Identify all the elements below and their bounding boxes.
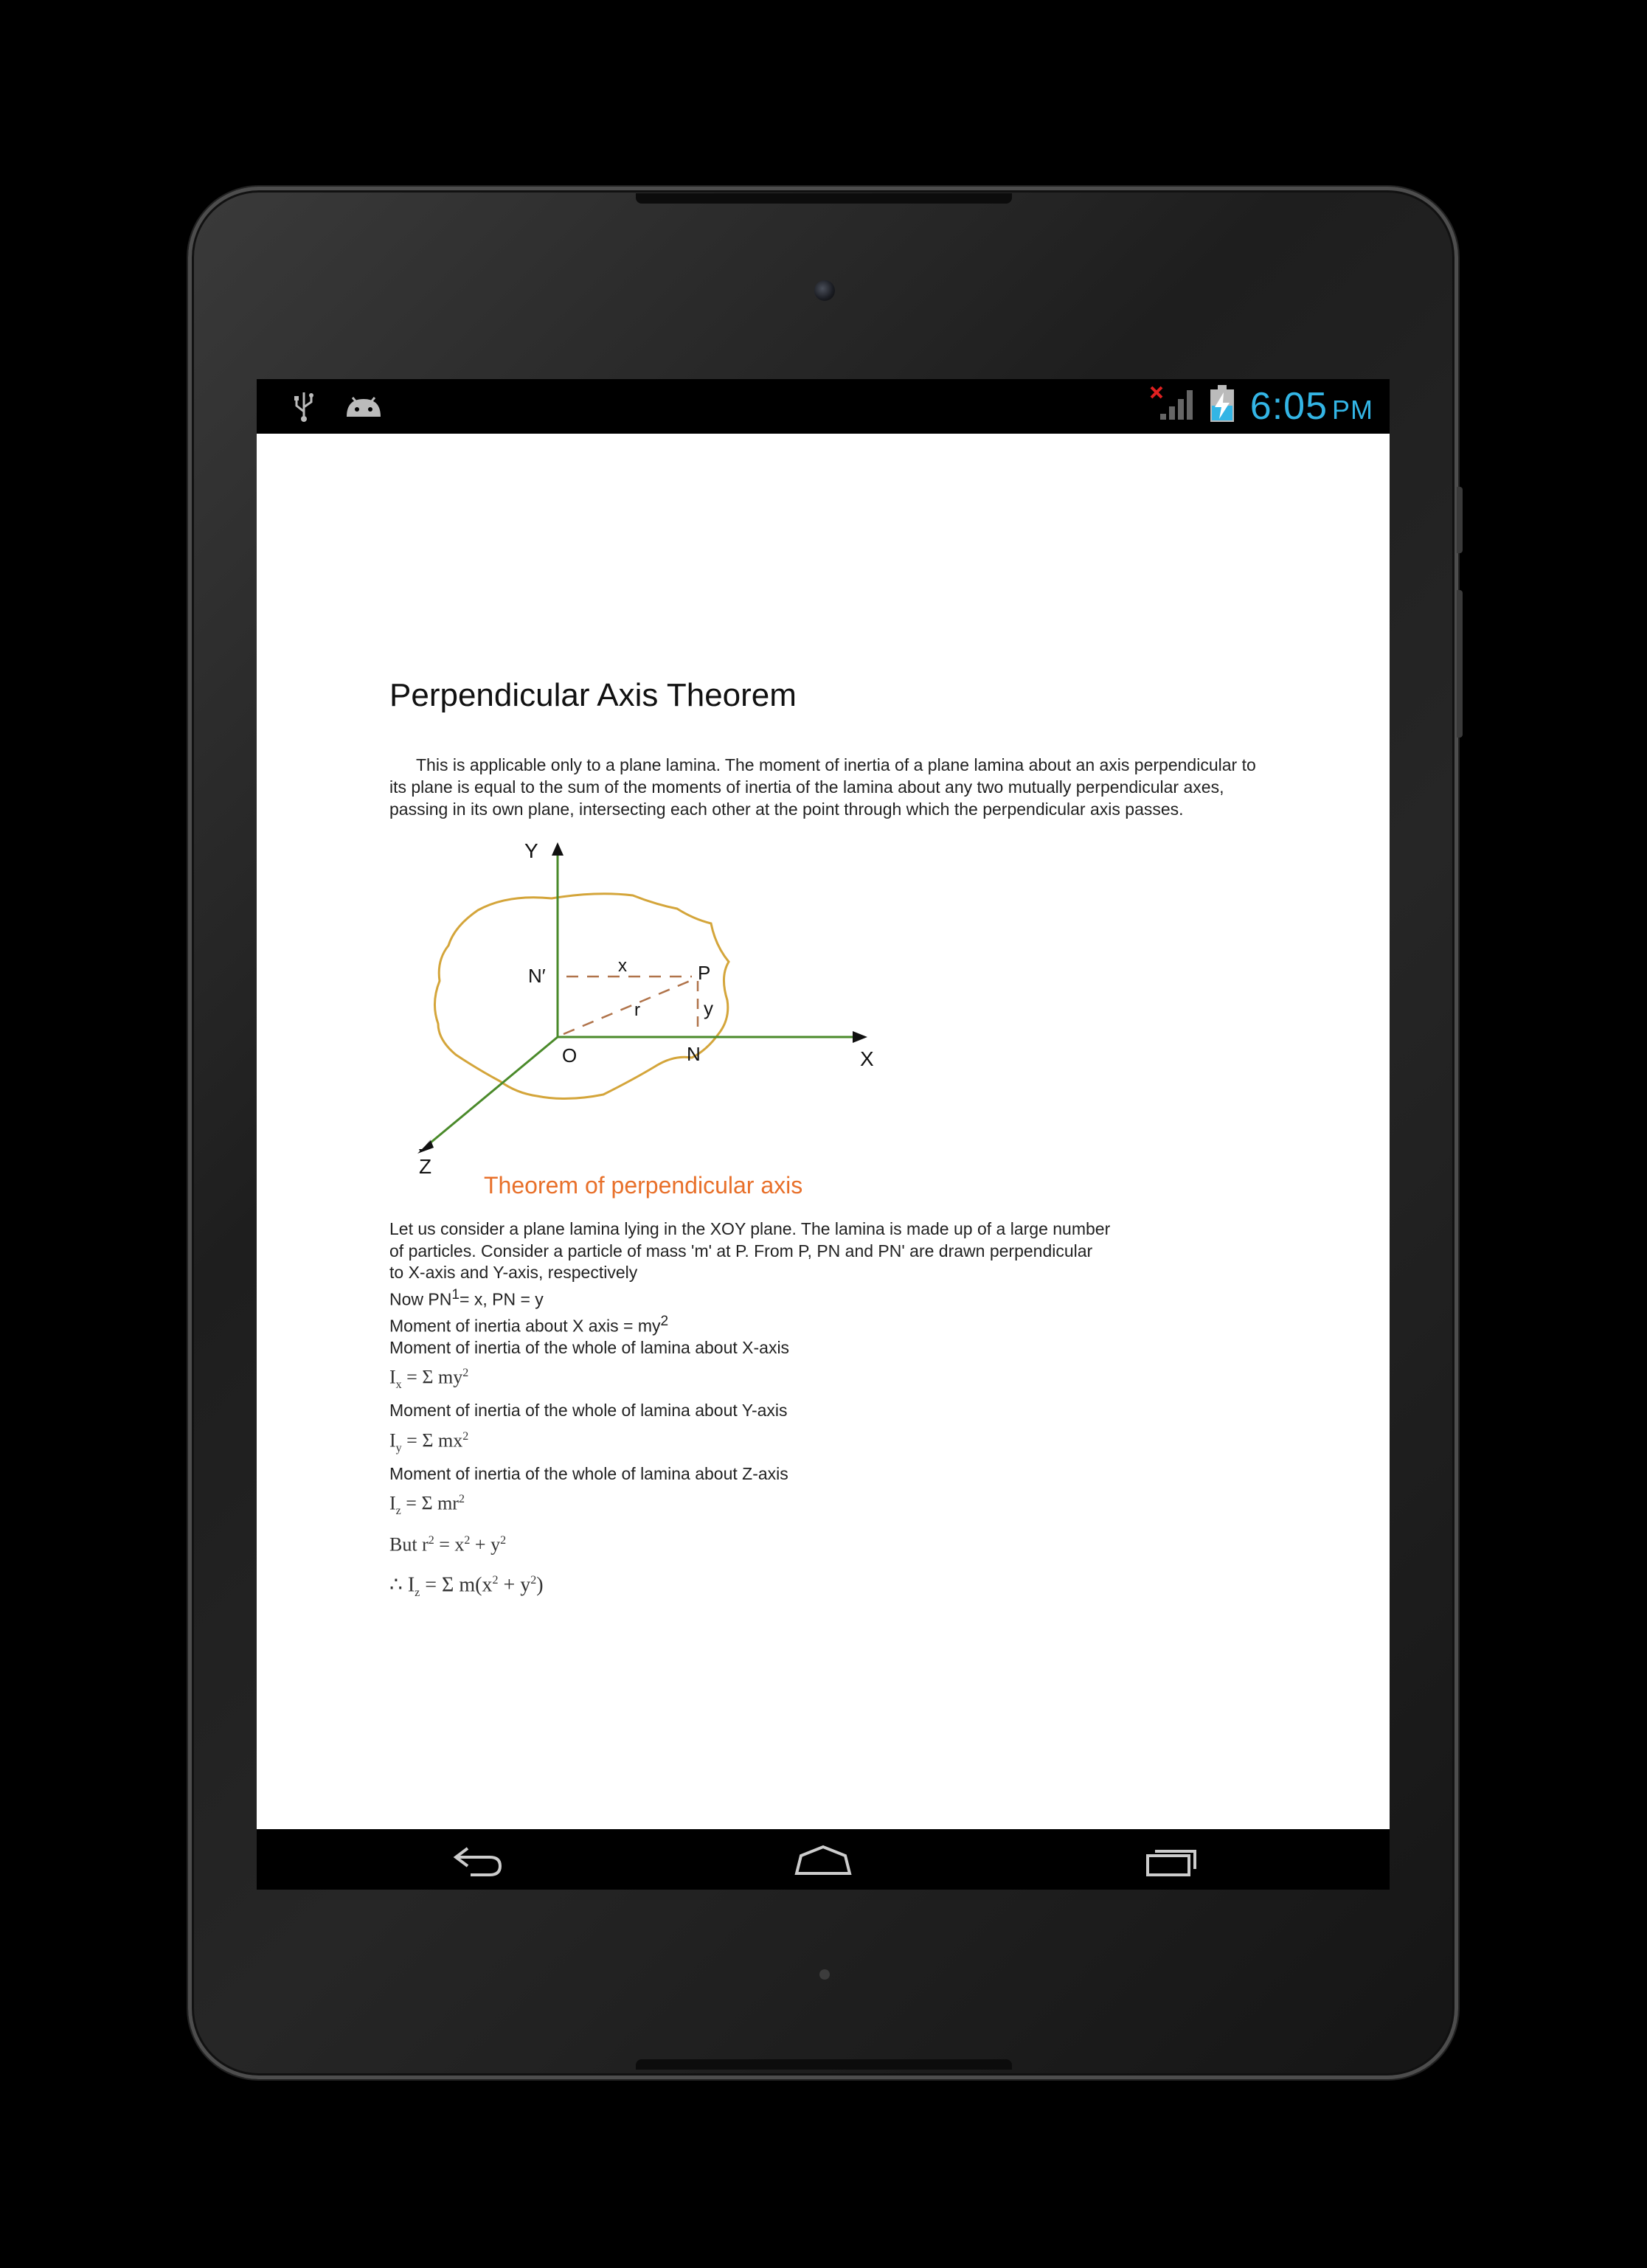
p-label: P [698,962,711,984]
home-icon [794,1870,853,1882]
home-button[interactable] [794,1842,853,1879]
equation-r-squared: But $r^2 = x^2 + y^2$ [389,1533,507,1556]
body-line: Moment of inertia of the whole of lamina about Z-axis [389,1463,788,1483]
status-bar [257,379,1390,434]
equation-ix: $I_x = \Sigma$ $my^2$ [389,1366,469,1392]
clock-time: 6:05 [1249,384,1328,428]
back-icon [448,1870,507,1882]
body-line: Moment of inertia of the whole of lamina about Y-axis [389,1401,788,1421]
body-line: Moment of inertia about X axis = $my^2$ [389,1313,669,1336]
y-distance-label: y [704,997,713,1019]
n-prime-label: N′ [528,965,546,987]
ambient-sensor [819,1969,830,1980]
battery-charging-icon [1207,384,1237,429]
body-line: of particles. Consider a particle of mass 'm' at P. From P, PN and PN' are drawn perpendicular [389,1241,1093,1260]
document-viewer[interactable] [257,434,1390,1829]
body-line: Let us consider a plane lamina lying in the XOY plane. The lamina is made up of a large number [389,1219,1111,1238]
body-line: to X-axis and Y-axis, respectively [389,1263,638,1282]
n-label: N [687,1043,701,1065]
y-axis-label: Y [524,839,538,862]
r-distance-label: r [634,1000,640,1020]
x-axis-label: X [860,1047,874,1070]
recent-apps-icon [1142,1870,1201,1882]
navigation-bar [257,1829,1390,1890]
usb-icon [291,389,317,427]
front-camera [814,280,835,301]
recent-apps-button[interactable] [1142,1842,1201,1879]
body-line: Moment of inertia of the whole of lamina about X-axis [389,1337,790,1357]
clock-ampm: PM [1332,394,1373,425]
dashed-r-line [564,979,693,1034]
system-status [1150,384,1373,429]
screen [257,379,1390,1890]
intro-paragraph: This is applicable only to a plane lamina. The moment of inertia of a plane lamina about an axis perpendicular to its plane is equal to the sum of the moments of inertia of the lamina about any two mutually perpendicular axes, passing in its own plane, intersecting each other at the point through which the perpendicular axis passes. [389,755,1256,819]
equation-iz-final: ∴ $I_z = \Sigma$ $m(x^2 + y^2)$ [389,1572,544,1599]
x-distance-label: x [618,956,627,976]
y-axis-arrow [552,842,564,856]
bottom-speaker-grille [636,2059,1012,2070]
power-button[interactable] [1457,487,1463,553]
top-speaker-grille [636,193,1012,204]
origin-label: O [562,1044,578,1067]
equation-iy: $I_y = \Sigma$ $mx^2$ [389,1429,469,1454]
derivation [389,1218,1260,1607]
perpendicular-axis-diagram [389,836,906,1199]
clock [1250,384,1373,429]
android-debug-icon [342,392,385,425]
z-axis-label: Z [419,1155,432,1178]
figure-caption: Theorem of perpendicular axis [484,1172,803,1199]
lamina-outline [434,894,729,1099]
back-button[interactable] [448,1842,507,1879]
signal-no-service-icon [1150,386,1194,426]
page-title: Perpendicular Axis Theorem [389,677,797,713]
document-page [389,677,1260,1607]
volume-button[interactable] [1457,590,1463,738]
z-axis-line [426,1037,558,1146]
equation-iz: $I_z = \Sigma$ $mr^2$ [389,1492,465,1517]
notification-icons [291,389,385,427]
x-axis-arrow [853,1031,867,1043]
body-line: Now $PN^1= x$, PN = y [389,1286,544,1309]
